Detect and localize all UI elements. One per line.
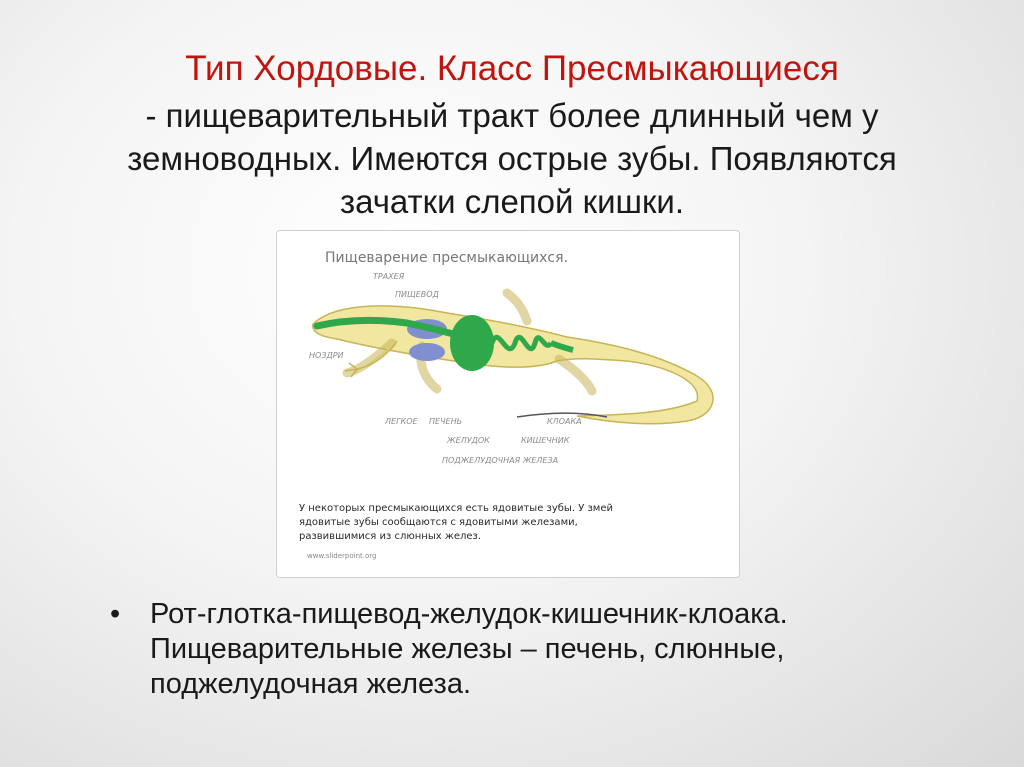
lizard-body: [313, 293, 713, 424]
label-esophagus: ПИЩЕВОД: [395, 290, 439, 299]
stomach-shape: [450, 315, 494, 371]
lung-lower: [409, 343, 445, 361]
caption-line: ядовитые зубы сообщаются с ядовитыми железами,: [299, 517, 578, 528]
bullet-item: [110, 597, 970, 702]
slide-title: Тип Хордовые. Класс Пресмыкающиеся: [185, 49, 839, 88]
subtitle-line: - пищеварительный тракт более длинный чем у: [145, 97, 879, 134]
source-credit: www.sliderpoint.org: [307, 552, 377, 560]
label-nostrils: НОЗДРИ: [309, 351, 344, 360]
label-cloaca: КЛОАКА: [547, 417, 582, 426]
bullet-list: [110, 597, 970, 702]
label-liver: ПЕЧЕНЬ: [429, 417, 463, 426]
figure-heading: Пищеварение пресмыкающихся.: [325, 250, 568, 266]
front-left-leg-fill: [347, 343, 392, 373]
bullet-icon: •: [110, 598, 121, 630]
caption-line: развившимися из слюнных желез.: [299, 531, 482, 542]
subtitle-line: земноводных. Имеются острые зубы. Появляются: [127, 140, 897, 177]
bullet-line: Пищеварительные железы – печень, слюнные,: [150, 633, 785, 665]
slide-subtitle: [80, 94, 944, 223]
label-stomach: ЖЕЛУДОК: [447, 436, 490, 445]
caption-line: У некоторых пресмыкающихся есть ядовитые зубы. У змей: [299, 503, 613, 514]
bullet-line: поджелудочная железа.: [150, 668, 472, 700]
label-trachea: ТРАХЕЯ: [373, 272, 405, 281]
reptile-diagram: [277, 231, 739, 577]
reptile-digestion-figure: [276, 230, 740, 578]
label-lung: ЛЕГКОЕ: [385, 417, 418, 426]
subtitle-line: зачатки слепой кишки.: [339, 183, 685, 220]
back-left-leg-fill: [507, 293, 527, 321]
bullet-line: Рот-глотка-пищевод-желудок-кишечник-клоака.: [150, 598, 788, 630]
label-pancreas: ПОДЖЕЛУДОЧНАЯ ЖЕЛЕЗА: [442, 456, 559, 465]
label-intestine: КИШЕЧНИК: [521, 436, 570, 445]
back-right-leg-fill: [559, 359, 592, 391]
